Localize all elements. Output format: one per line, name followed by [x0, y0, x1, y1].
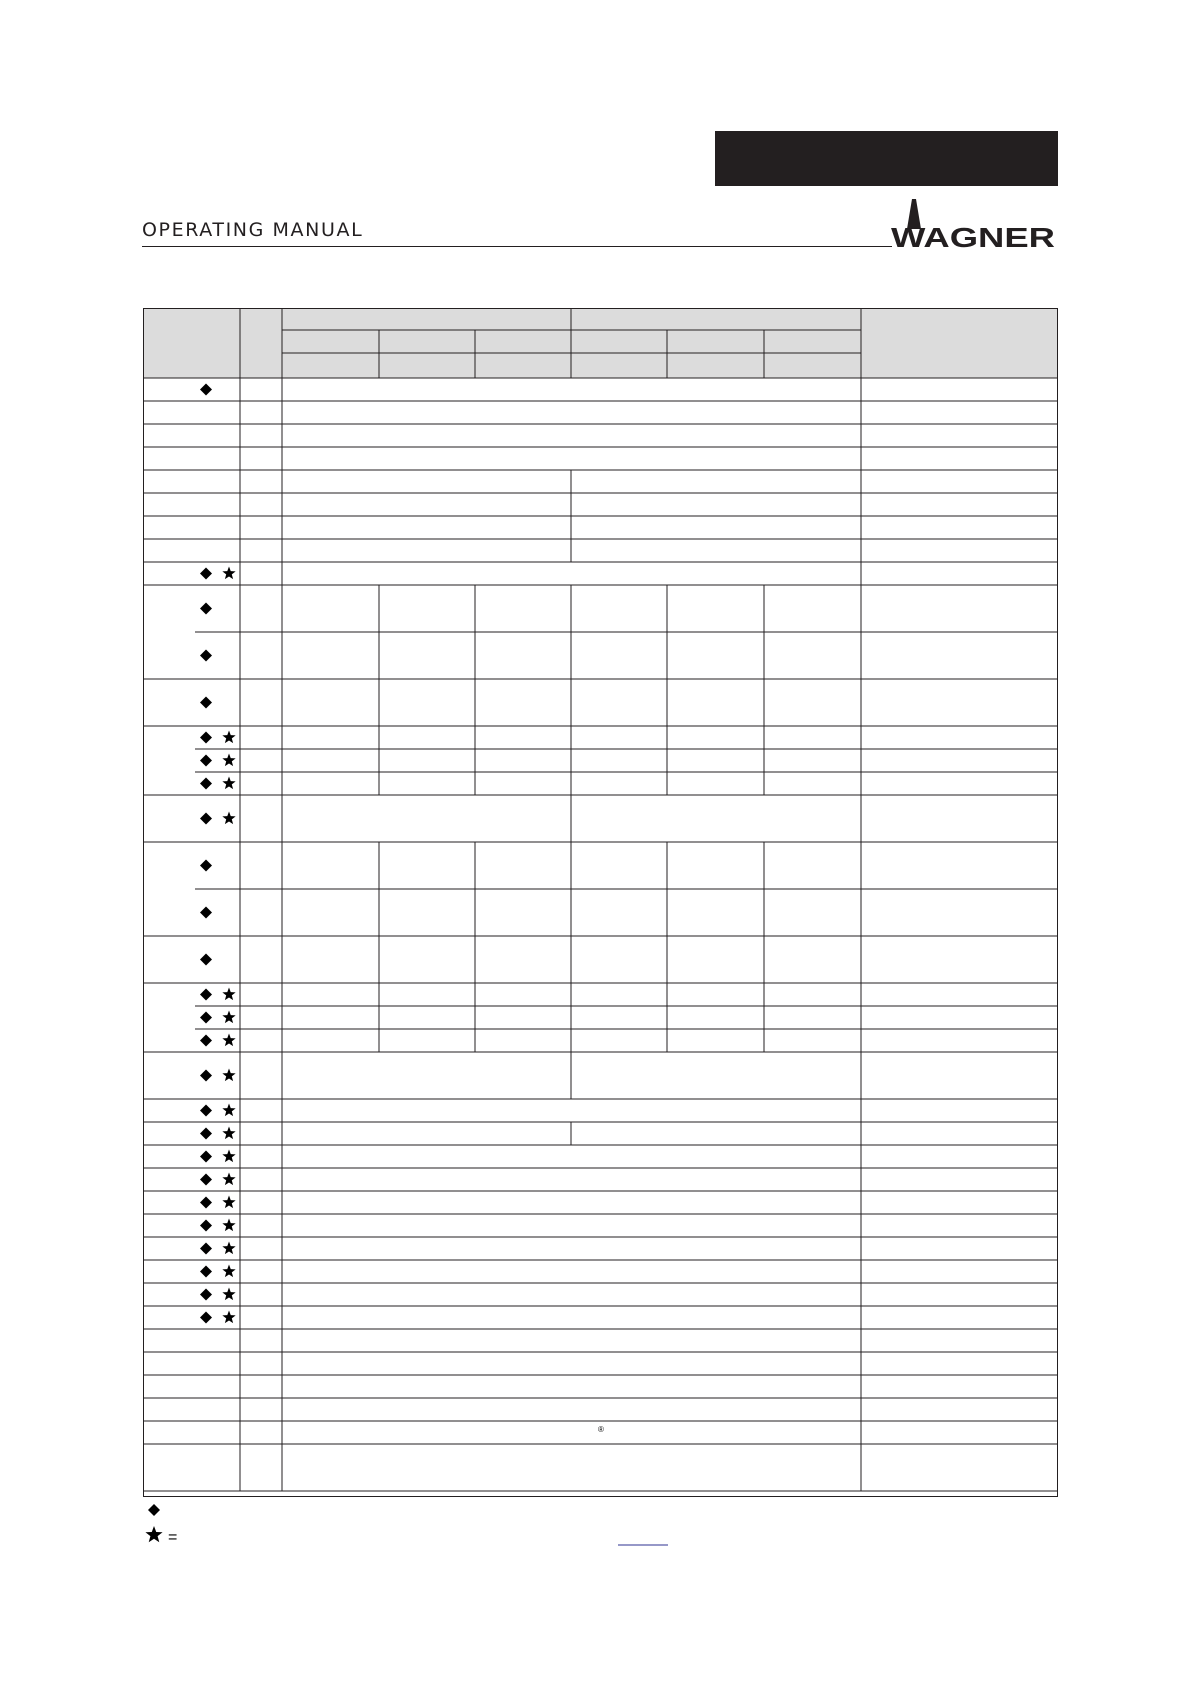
star-icon: [222, 1242, 235, 1255]
star-icon: [222, 1288, 235, 1301]
diamond-icon: [200, 907, 212, 919]
diamond-icon: [200, 989, 212, 1001]
star-icon: [222, 1173, 235, 1186]
diamond-icon: [200, 697, 212, 709]
diamond-icon: [200, 1070, 212, 1082]
star-icon: [222, 1069, 235, 1082]
wagner-logo: [890, 195, 1058, 249]
specification-table: [143, 308, 1058, 1497]
diamond-icon: [200, 1243, 212, 1255]
diamond-icon: [200, 1128, 212, 1140]
diamond-icon: [200, 1312, 212, 1324]
star-icon: [222, 988, 235, 1001]
diamond-icon: [200, 1035, 212, 1047]
star-icon: [222, 1219, 235, 1232]
star-icon: [222, 567, 235, 580]
wagner-logo-wordmark: WAGNER: [891, 222, 1055, 249]
diamond-icon: [200, 1197, 212, 1209]
star-icon: [222, 1311, 235, 1324]
registered-mark: ®: [598, 1425, 604, 1434]
star-icon: [222, 1011, 235, 1024]
diamond-icon: [200, 1012, 212, 1024]
footnotes: [143, 1502, 1058, 1548]
diamond-icon: [200, 1289, 212, 1301]
table-border: [144, 309, 1058, 1497]
star-icon: [222, 777, 235, 790]
star-icon: [222, 1034, 235, 1047]
star-icon: [222, 1196, 235, 1209]
star-icon: [222, 1265, 235, 1278]
star-icon: [222, 1104, 235, 1117]
diamond-icon: [200, 568, 212, 580]
diamond-icon: [200, 603, 212, 615]
manual-title: OPERATING MANUAL: [142, 219, 364, 241]
diamond-icon: [200, 1151, 212, 1163]
star-icon: [222, 1150, 235, 1163]
diamond-icon: [200, 1220, 212, 1232]
star-icon: [222, 812, 235, 825]
diamond-icon: [200, 755, 212, 767]
diamond-icon: [200, 1174, 212, 1186]
diamond-icon: [200, 778, 212, 790]
star-icon: [222, 731, 235, 744]
diamond-icon: [200, 384, 212, 396]
diamond-icon: [200, 813, 212, 825]
star-icon: [145, 1526, 162, 1542]
star-icon: [222, 1127, 235, 1140]
diamond-icon: [148, 1504, 160, 1516]
table-header: [143, 308, 1058, 378]
diamond-icon: [200, 732, 212, 744]
diamond-icon: [200, 860, 212, 872]
diamond-icon: [200, 954, 212, 966]
diamond-icon: [200, 1266, 212, 1278]
footnote-star-equals: =: [168, 1529, 178, 1546]
star-icon: [222, 754, 235, 767]
header-rule: [142, 246, 892, 247]
diamond-icon: [200, 1105, 212, 1117]
diamond-icon: [200, 650, 212, 662]
title-bar: [715, 131, 1058, 186]
